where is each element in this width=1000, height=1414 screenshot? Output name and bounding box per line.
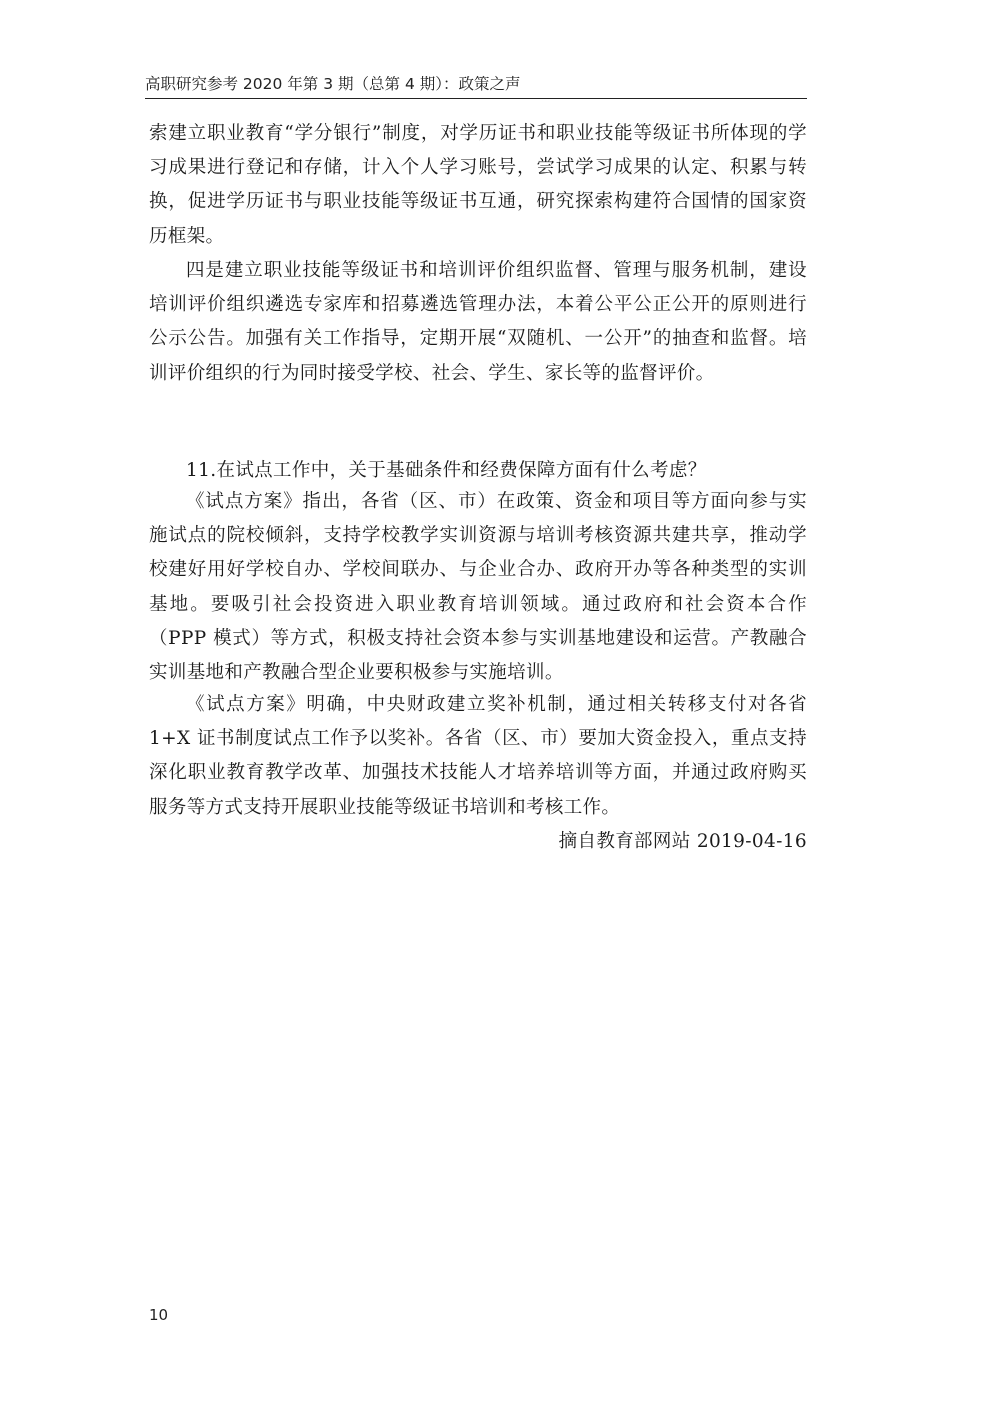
running-header-title: 高职研究参考 2020 年第 3 期（总第 4 期）：政策之声	[145, 75, 521, 93]
body-paragraph-credit-bank: 索建立职业教育“学分银行”制度，对学历证书和职业技能等级证书所体现的学习成果进行登记和存储，计入个人学习账号，尝试学习成果的认定、积累与转换，促进学历证书与职业技能等级证书互通，研究探索构建符合国情的国家资历框架。	[149, 123, 807, 247]
page-number: 10	[149, 1306, 169, 1324]
source-attribution: 摘自教育部网站 2019-04-16	[558, 831, 807, 852]
question-heading: 11.在试点工作中，关于基础条件和经费保障方面有什么考虑？	[186, 460, 707, 481]
body-paragraph-basic-conditions: 《试点方案》指出，各省（区、市）在政策、资金和项目等方面向参与实施试点的院校倾斜，支持学校教学实训资源与培训考核资源共建共享，推动学校建好用好学校自办、学校间联办、与企业合办、政府开办等各种类型的实训基地。要吸引社会投资进入职业教育培训领域。通过政府和社会资本合作（PPP 模式）等方式，积极支持社会资本参与实训基地建设和运营。产教融合实训基地和产教融合型企业要积极参与实施培训。	[149, 491, 807, 684]
body-paragraph-funding: 《试点方案》明确，中央财政建立奖补机制，通过相关转移支付对各省 1+X 证书制度试点工作予以奖补。各省（区、市）要加大资金投入，重点支持深化职业教育教学改革、加强技术技能人才培养培训等方面，并通过政府购买服务等方式支持开展职业技能等级证书培训和考核工作。	[149, 694, 807, 818]
running-header	[145, 74, 807, 99]
body-paragraph-supervision: 四是建立职业技能等级证书和培训评价组织监督、管理与服务机制，建设培训评价组织遴选专家库和招募遴选管理办法，本着公平公正公开的原则进行公示公告。加强有关工作指导，定期开展“双随机、一公开”的抽查和监督。培训评价组织的行为同时接受学校、社会、学生、家长等的监督评价。	[149, 260, 807, 384]
